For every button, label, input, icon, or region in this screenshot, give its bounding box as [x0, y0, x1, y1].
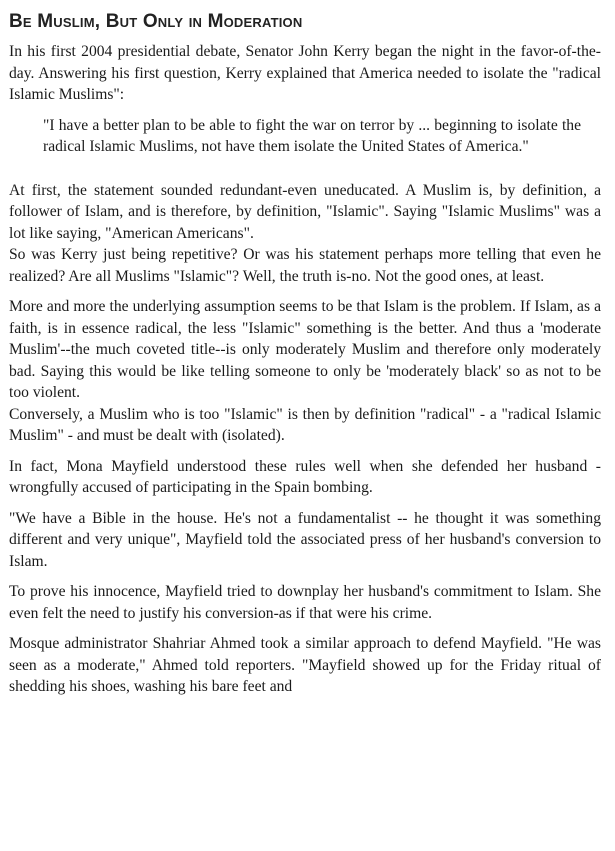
paragraph-redundant: At first, the statement sounded redundant-even uneducated. A Muslim is, by definition, a follower of Islam, and is therefore, by definition, "Islamic". Saying "Islamic Muslims" was a lot like saying, "American Americans". [9, 181, 601, 242]
paragraph-innocence: To prove his innocence, Mayfield tried to downplay her husband's commitment to Islam. She even felt the need to justify his conversion-as if that were his crime. [9, 583, 601, 622]
paragraph-intro: In his first 2004 presidential debate, Senator John Kerry began the night in the favor-of-the-day. Answering his first question, Kerry explained that America needed to isolate the "radical Islamic Muslims": [9, 43, 601, 103]
block-quote: "I have a better plan to be able to fight the war on terror by ... beginning to isolate the radical Islamic Muslims, not have them isolate the United States of America." [43, 116, 581, 155]
paragraph-mosque-administrator: Mosque administrator Shahriar Ahmed took a similar approach to defend Mayfield. "He was seen as a moderate," Ahmed told reporters. "Mayfield showed up for the Friday ritual of shedding his shoes, washing his bare feet and [9, 635, 601, 695]
paragraph-bible-quote: "We have a Bible in the house. He's not a fundamentalist -- he thought it was something different and very unique", Mayfield told the associated press of her husband's conversion to Islam. [9, 509, 601, 570]
paragraph-repetitive: So was Kerry just being repetitive? Or was his statement perhaps more telling that even he realized? Are all Muslims "Islamic"? Well, the truth is-no. Not the good ones, at least. [9, 246, 601, 285]
paragraph-assumption: More and more the underlying assumption seems to be that Islam is the problem. If Islam, as a faith, is in essence radical, the less "Islamic" something is the better. And thus a 'moderate Muslim'--the much coveted title--is only moderately Muslim and therefore only moderately bad. Saying this would be like telling someone to only be 'moderately black' so as not to be too violent. [9, 298, 601, 401]
paragraph-mona-mayfield: In fact, Mona Mayfield understood these rules well when she defended her husband - wrongfully accused of participating in the Spain bombing. [9, 457, 601, 496]
article-title: Be Muslim, But Only in Moderation [9, 11, 303, 32]
paragraph-conversely: Conversely, a Muslim who is too "Islamic" is then by definition "radical" - a "radical Islamic Muslim" - and must be dealt with (isolated). [9, 405, 601, 444]
